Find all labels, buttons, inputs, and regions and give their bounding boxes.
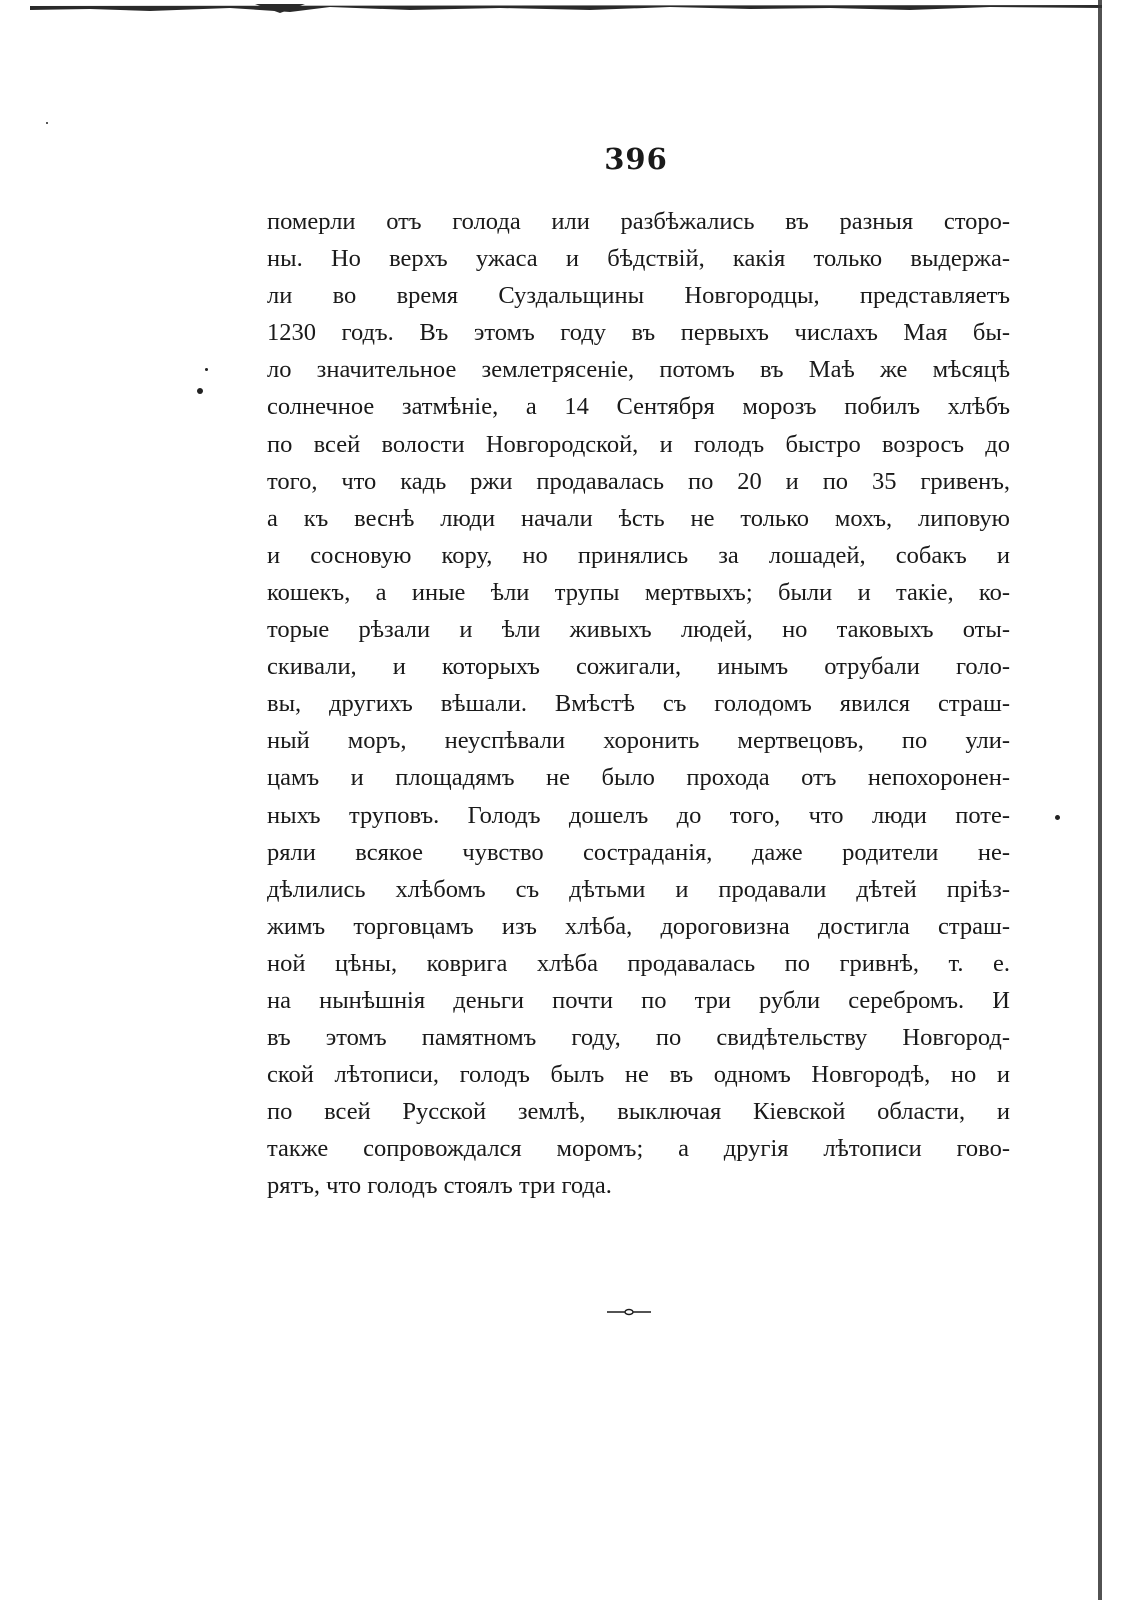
text-line: по всей волости Новгородской, и голодъ быстро возросъ до xyxy=(267,430,1010,458)
text-line: померли отъ голода или разбѣжались въ разныя сторо- xyxy=(267,208,1010,235)
text-line: цамъ и площадямъ не было прохода отъ непохоронен- xyxy=(267,764,1010,792)
scan-speck xyxy=(205,368,208,371)
text-line: дѣлились хлѣбомъ съ дѣтьми и продавали дѣтей пріѣз- xyxy=(267,875,1010,903)
text-line: 1230 годъ. Въ этомъ году въ первыхъ числахъ Мая бы- xyxy=(267,319,1010,347)
text-line: ныхъ труповъ. Голодъ дошелъ до того, что люди поте- xyxy=(267,801,1010,829)
page-number: 396 xyxy=(604,142,668,176)
text-line: ны. Но верхъ ужаса и бѣдствій, какія только выдержа- xyxy=(267,245,1010,273)
text-line: на нынѣшнія деньги почти по три рубли серебромъ. И xyxy=(267,986,1010,1014)
text-line: того, что кадь ржи продавалась по 20 и по 35 гривенъ, xyxy=(267,467,1010,495)
text-line: ло значительное землетрясеніе, потомъ въ Маѣ же мѣсяцѣ xyxy=(267,356,1010,384)
scan-right-edge xyxy=(1098,0,1102,1600)
text-line: кошекъ, а иные ѣли трупы мертвыхъ; были и такіе, ко- xyxy=(267,578,1010,606)
body-text xyxy=(267,203,1010,1205)
text-line: рятъ, что голодъ стоялъ три года. xyxy=(267,1172,612,1200)
text-line: скивали, и которыхъ сожигали, инымъ отрубали голо- xyxy=(267,653,1010,681)
scan-speck xyxy=(46,122,48,124)
text-line: вы, другихъ вѣшали. Вмѣстѣ съ голодомъ явился страш- xyxy=(267,690,1010,718)
text-line: также сопровождался моромъ; а другія лѣтописи гово- xyxy=(267,1135,1010,1163)
text-line: торые рѣзали и ѣли живыхъ людей, но таковыхъ оты- xyxy=(267,616,1010,644)
text-line: и сосновую кору, но принялись за лошадей, собакъ и xyxy=(267,541,1010,569)
end-ornament-icon xyxy=(607,1307,651,1317)
text-line: солнечное затмѣніе, а 14 Сентября морозъ побилъ хлѣбъ xyxy=(267,393,1010,421)
text-line: ской лѣтописи, голодъ былъ не въ одномъ Новгородѣ, но и xyxy=(267,1061,1010,1089)
scan-speck xyxy=(197,388,203,394)
text-line: ряли всякое чувство состраданія, даже родители не- xyxy=(267,838,1010,866)
text-line: ли во время Суздальщины Новгородцы, представляетъ xyxy=(267,282,1010,310)
scan-top-border xyxy=(30,4,1102,14)
text-line: ной цѣны, коврига хлѣба продавалась по гривнѣ, т. е. xyxy=(267,949,1010,977)
text-line: ный моръ, неуспѣвали хоронить мертвецовъ, по ули- xyxy=(267,727,1010,755)
text-line: по всей Русской землѣ, выключая Кіевской области, и xyxy=(267,1098,1010,1126)
scan-speck xyxy=(1055,815,1060,820)
text-line: жимъ торговцамъ изъ хлѣба, дороговизна достигла страш- xyxy=(267,912,1010,940)
text-line: въ этомъ памятномъ году, по свидѣтельству Новгород- xyxy=(267,1024,1010,1052)
text-line: а къ веснѣ люди начали ѣсть не только мохъ, липовую xyxy=(267,504,1010,532)
